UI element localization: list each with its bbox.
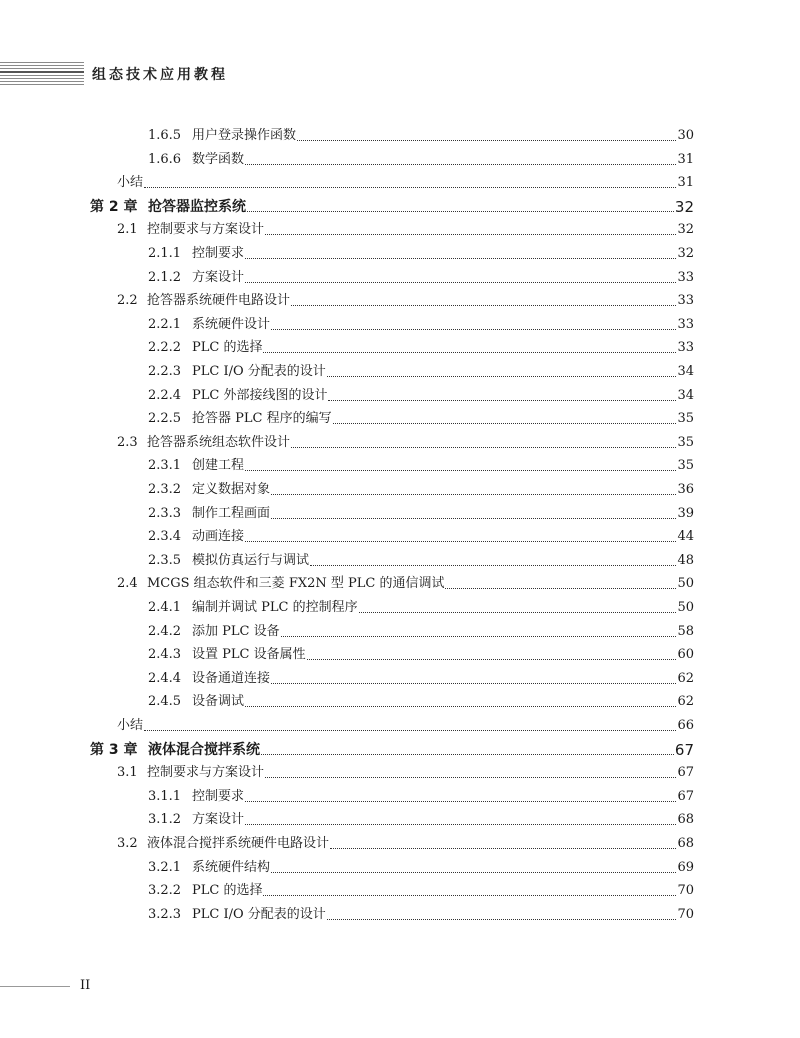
toc-entry-title: 设备调试 bbox=[192, 694, 245, 710]
toc-entry-title: 系统硬件结构 bbox=[192, 859, 271, 875]
toc-entry-page: 68 bbox=[677, 812, 694, 828]
toc-entry-title: 控制要求与方案设计 bbox=[147, 222, 265, 238]
toc-entry-row[interactable] bbox=[117, 289, 694, 309]
toc-entry-number: 第 3 章 bbox=[90, 741, 138, 758]
dot-leader bbox=[310, 565, 676, 566]
toc-entry-number: 2.4.2 bbox=[148, 623, 182, 639]
toc-chapter-row[interactable] bbox=[90, 738, 694, 758]
toc-entry-page: 67 bbox=[677, 788, 694, 804]
dot-leader bbox=[307, 659, 677, 660]
toc-entry-page: 69 bbox=[677, 859, 694, 875]
dot-leader bbox=[265, 777, 676, 778]
toc-entry-number: 1.6.5 bbox=[148, 128, 182, 143]
toc-entry-page: 33 bbox=[677, 293, 694, 309]
toc-chapter-row[interactable] bbox=[90, 195, 694, 215]
dot-leader bbox=[328, 400, 676, 401]
dot-leader bbox=[271, 494, 676, 495]
toc-entry-number: 2.4.5 bbox=[148, 694, 182, 710]
toc-entry-title: 抢答器 PLC 程序的编写 bbox=[192, 411, 332, 427]
dot-leader bbox=[245, 801, 676, 802]
toc-entry-title: 控制要求 bbox=[192, 788, 245, 804]
toc-entry-row[interactable] bbox=[148, 879, 694, 899]
toc-entry-number: 2.2.1 bbox=[148, 316, 182, 332]
toc-entry-number: 2.4 bbox=[117, 576, 138, 592]
toc-entry-page: 66 bbox=[677, 718, 694, 733]
toc-entry-row[interactable] bbox=[148, 856, 694, 876]
toc-entry-number: 2.1.2 bbox=[148, 269, 182, 285]
toc-entry-title: 动画连接 bbox=[192, 529, 245, 545]
toc-entry-page: 62 bbox=[677, 670, 694, 686]
toc-entry-title: 添加 PLC 设备 bbox=[192, 623, 280, 639]
toc-entry-page: 39 bbox=[677, 505, 694, 521]
dot-leader bbox=[297, 140, 676, 141]
toc-entry-number: 2.4.1 bbox=[148, 600, 182, 615]
toc-entry-row[interactable] bbox=[117, 832, 694, 852]
dot-leader bbox=[263, 352, 676, 353]
dot-leader bbox=[245, 706, 676, 707]
toc-entry-row[interactable] bbox=[117, 572, 694, 592]
toc-entry-number: 第 2 章 bbox=[90, 198, 138, 215]
toc-entry-title: PLC I/O 分配表的设计 bbox=[192, 364, 326, 379]
dot-leader bbox=[271, 683, 676, 684]
dot-leader bbox=[245, 164, 676, 165]
toc-entry-number: 3.1.1 bbox=[148, 788, 182, 804]
dot-leader bbox=[327, 376, 677, 377]
dot-leader bbox=[291, 305, 676, 306]
toc-entry-row[interactable] bbox=[117, 218, 694, 238]
toc-entry-number: 3.1 bbox=[117, 765, 138, 781]
toc-entry-row[interactable] bbox=[148, 808, 694, 828]
toc-entry-title: 小结 bbox=[117, 718, 144, 733]
dot-leader bbox=[245, 470, 676, 471]
running-header-title: 组态技术应用教程 bbox=[92, 67, 228, 83]
toc-entry-page: 48 bbox=[677, 552, 694, 568]
toc-entry-number: 2.1 bbox=[117, 222, 138, 238]
toc-entry-row[interactable] bbox=[117, 761, 694, 781]
toc-entry-row[interactable] bbox=[148, 620, 694, 640]
toc-entry-page: 31 bbox=[677, 151, 694, 167]
dot-leader bbox=[245, 541, 676, 542]
toc-entry-number: 2.2.3 bbox=[148, 364, 182, 379]
toc-entry-row[interactable] bbox=[148, 478, 694, 498]
toc-entry-row[interactable] bbox=[148, 549, 694, 569]
toc-entry-page: 31 bbox=[677, 175, 694, 191]
toc-entry-title: 控制要求 bbox=[192, 246, 245, 261]
footer-rule bbox=[0, 986, 70, 987]
dot-leader bbox=[333, 423, 677, 424]
toc-entry-page: 44 bbox=[677, 529, 694, 545]
toc-entry-page: 32 bbox=[677, 222, 694, 238]
toc-entry-number: 2.2.2 bbox=[148, 340, 182, 356]
toc-entry-row[interactable] bbox=[148, 242, 694, 262]
toc-entry-page: 36 bbox=[677, 482, 694, 497]
toc-entry-page: 50 bbox=[677, 600, 694, 615]
toc-entry-number: 3.2.3 bbox=[148, 906, 182, 922]
toc-entry-page: 34 bbox=[677, 364, 694, 379]
toc-entry-row[interactable] bbox=[148, 596, 694, 616]
toc-entry-title: 抢答器系统硬件电路设计 bbox=[147, 293, 291, 309]
toc-entry-number: 2.2.4 bbox=[148, 387, 182, 403]
dot-leader bbox=[271, 872, 676, 873]
dot-leader bbox=[359, 612, 677, 613]
toc-entry-row[interactable] bbox=[117, 714, 694, 734]
toc-entry-number: 2.3.5 bbox=[148, 552, 182, 568]
toc-entry-row[interactable] bbox=[148, 360, 694, 380]
toc-entry-number: 2.3.1 bbox=[148, 458, 182, 474]
dot-leader bbox=[247, 211, 674, 212]
toc-entry-page: 35 bbox=[677, 411, 694, 427]
toc-entry-title: 控制要求与方案设计 bbox=[147, 765, 265, 781]
toc-entry-page: 70 bbox=[677, 906, 694, 922]
toc-entry-title: 抢答器系统组态软件设计 bbox=[147, 434, 291, 450]
toc-entry-number: 3.2 bbox=[117, 836, 138, 851]
toc-entry-title: 系统硬件设计 bbox=[192, 316, 271, 332]
dot-leader bbox=[261, 754, 674, 755]
toc-entry-title: 制作工程画面 bbox=[192, 505, 271, 521]
toc-entry-row[interactable] bbox=[117, 431, 694, 451]
toc-entry-title: MCGS 组态软件和三菱 FX2N 型 PLC 的通信调试 bbox=[147, 576, 445, 592]
dot-leader bbox=[271, 329, 676, 330]
toc-entry-number: 1.6.6 bbox=[148, 151, 182, 167]
toc-entry-number: 2.4.3 bbox=[148, 647, 182, 663]
toc-entry-row[interactable] bbox=[148, 525, 694, 545]
toc-entry-page: 33 bbox=[677, 316, 694, 332]
toc-entry-page: 58 bbox=[677, 623, 694, 639]
toc-entry-page: 35 bbox=[677, 434, 694, 450]
toc-entry-page: 68 bbox=[677, 836, 694, 851]
toc-entry-title: 用户登录操作函数 bbox=[192, 128, 297, 143]
dot-leader bbox=[281, 636, 677, 637]
toc-entry-page: 34 bbox=[677, 387, 694, 403]
toc-entry-row[interactable] bbox=[148, 502, 694, 522]
dot-leader bbox=[144, 730, 676, 731]
toc-entry-page: 50 bbox=[677, 576, 694, 592]
toc-entry-page: 67 bbox=[674, 740, 694, 759]
toc-entry-row[interactable] bbox=[148, 266, 694, 286]
toc-entry-page: 33 bbox=[677, 340, 694, 356]
toc-entry-row[interactable] bbox=[148, 690, 694, 710]
toc-entry-title: PLC 的选择 bbox=[192, 883, 263, 899]
dot-leader bbox=[271, 518, 676, 519]
page-number: II bbox=[80, 978, 91, 993]
toc-entry-page: 67 bbox=[677, 765, 694, 781]
dot-leader bbox=[245, 282, 676, 283]
toc-entry-row[interactable] bbox=[148, 454, 694, 474]
toc-entry-row[interactable] bbox=[148, 667, 694, 687]
toc-entry-row[interactable] bbox=[148, 903, 694, 923]
toc-entry-row[interactable] bbox=[117, 171, 694, 191]
dot-leader bbox=[327, 919, 677, 920]
dot-leader bbox=[263, 895, 676, 896]
toc-entry-page: 33 bbox=[677, 269, 694, 285]
toc-entry-row[interactable] bbox=[148, 785, 694, 805]
toc-entry-number: 2.4.4 bbox=[148, 670, 182, 686]
toc-entry-number: 2.2.5 bbox=[148, 411, 182, 427]
toc-entry-title: 创建工程 bbox=[192, 458, 245, 474]
toc-entry-row[interactable] bbox=[148, 384, 694, 404]
toc-entry-number: 2.1.1 bbox=[148, 246, 182, 261]
toc-entry-row[interactable] bbox=[148, 148, 694, 168]
toc-entry-number: 3.2.2 bbox=[148, 883, 182, 899]
toc-entry-row[interactable] bbox=[148, 407, 694, 427]
toc-entry-row[interactable] bbox=[148, 313, 694, 333]
toc-entry-page: 32 bbox=[677, 246, 694, 261]
toc-entry-row[interactable] bbox=[148, 336, 694, 356]
toc-entry-title: 液体混合搅拌系统 bbox=[148, 741, 260, 758]
toc-entry-title: 方案设计 bbox=[192, 269, 245, 285]
toc-entry-page: 30 bbox=[677, 128, 694, 143]
toc-entry-page: 35 bbox=[677, 458, 694, 474]
toc-entry-title: 小结 bbox=[117, 175, 144, 191]
toc-entry-title: 设备通道连接 bbox=[192, 670, 271, 686]
toc-entry-title: 方案设计 bbox=[192, 812, 245, 828]
toc-entry-number: 2.3 bbox=[117, 434, 138, 450]
toc-entry-page: 62 bbox=[677, 694, 694, 710]
toc-entry-title: 定义数据对象 bbox=[192, 482, 271, 497]
toc-entry-title: 数学函数 bbox=[192, 151, 245, 167]
toc-entry-title: PLC I/O 分配表的设计 bbox=[192, 906, 326, 922]
toc-entry-title: 设置 PLC 设备属性 bbox=[192, 647, 306, 663]
dot-leader bbox=[445, 588, 676, 589]
toc-entry-row[interactable] bbox=[148, 124, 694, 144]
toc-entry-title: 模拟仿真运行与调试 bbox=[192, 552, 310, 568]
toc-entry-title: PLC 的选择 bbox=[192, 340, 263, 356]
toc-entry-title: 液体混合搅拌系统硬件电路设计 bbox=[147, 836, 330, 851]
dot-leader bbox=[245, 258, 676, 259]
dot-leader bbox=[291, 447, 676, 448]
toc-entry-row[interactable] bbox=[148, 643, 694, 663]
toc-entry-page: 60 bbox=[677, 647, 694, 663]
toc-entry-page: 32 bbox=[674, 197, 694, 216]
toc-entry-number: 3.1.2 bbox=[148, 812, 182, 828]
dot-leader bbox=[144, 187, 676, 188]
dot-leader bbox=[330, 848, 676, 849]
toc-entry-page: 70 bbox=[677, 883, 694, 899]
dot-leader bbox=[245, 824, 676, 825]
toc-entry-number: 2.3.3 bbox=[148, 505, 182, 521]
toc-entry-number: 2.2 bbox=[117, 293, 138, 309]
toc-entry-number: 2.3.2 bbox=[148, 482, 182, 497]
dot-leader bbox=[265, 234, 676, 235]
toc-entry-title: PLC 外部接线图的设计 bbox=[192, 387, 328, 403]
toc-entry-number: 3.2.1 bbox=[148, 859, 182, 875]
toc-entry-title: 抢答器监控系统 bbox=[148, 198, 246, 215]
toc-entry-title: 编制并调试 PLC 的控制程序 bbox=[192, 600, 358, 615]
toc-entry-number: 2.3.4 bbox=[148, 529, 182, 545]
